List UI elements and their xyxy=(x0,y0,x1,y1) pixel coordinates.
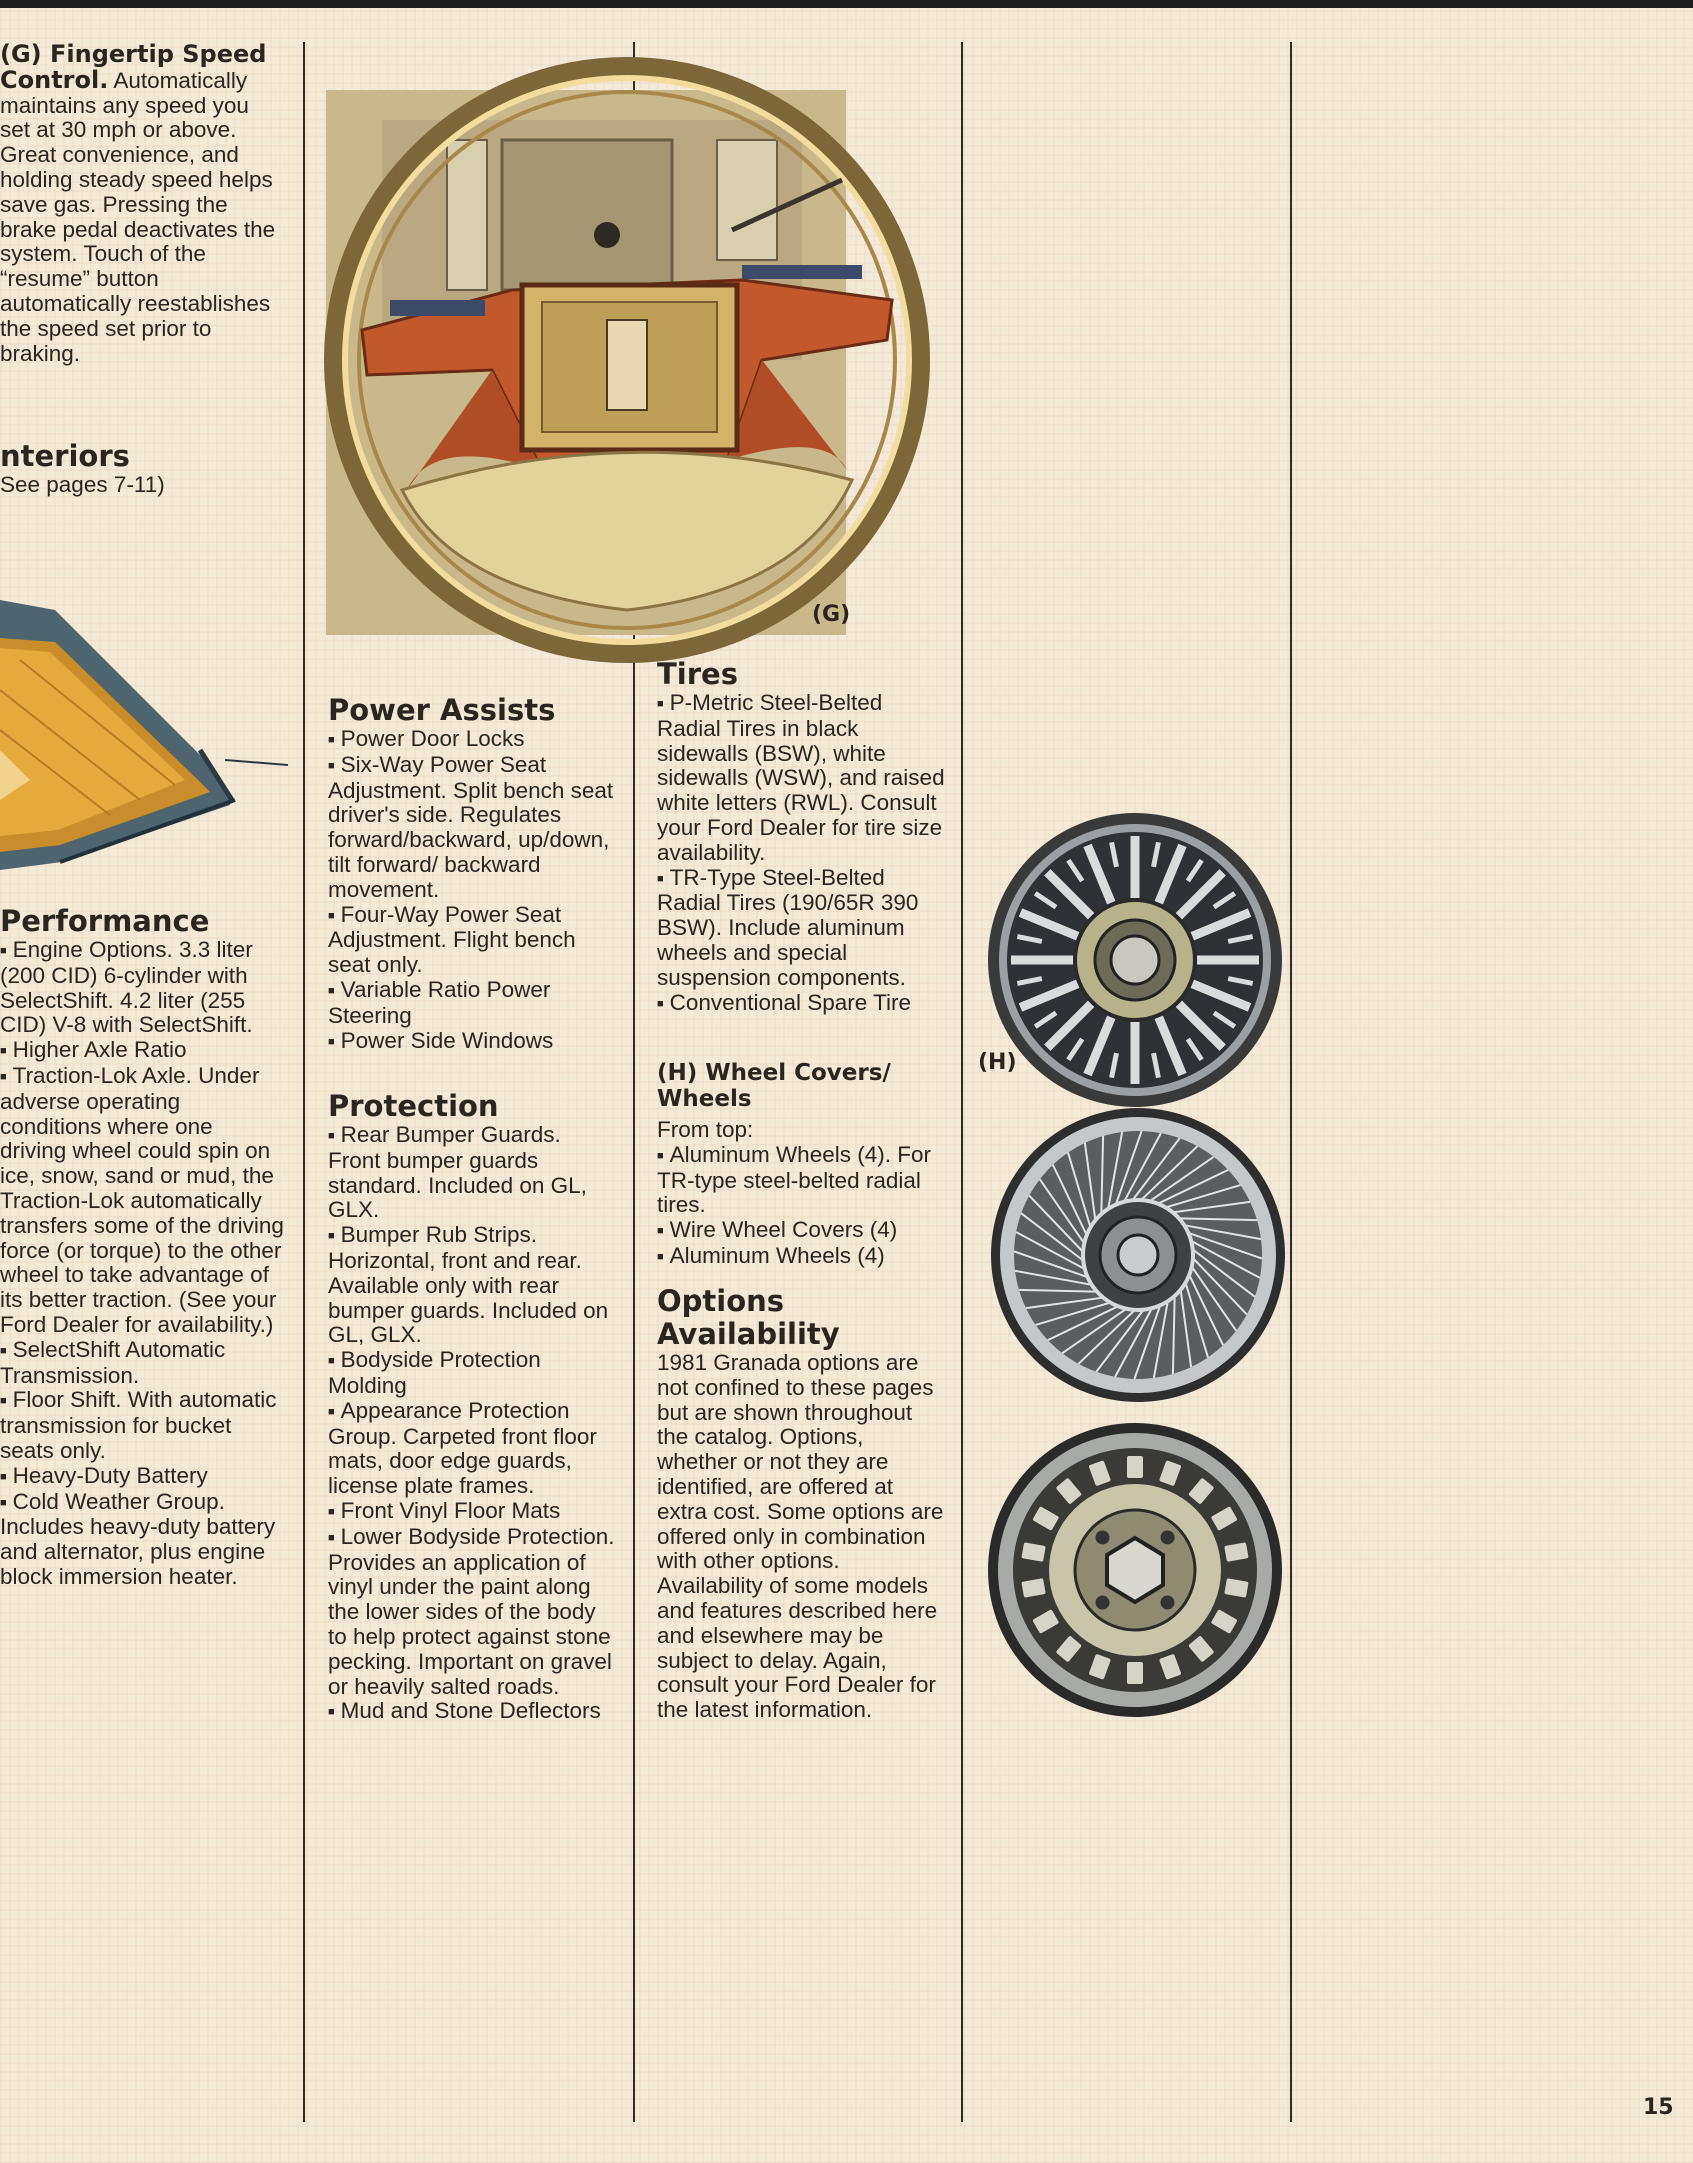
performance-item-traction-lok: ■ Traction-Lok Axle. Under adverse operating conditions where one driving wheel could spin on ice, snow, sand or mud, the Traction-Lok automatically transfers some of the driving force (or torque) to the other wheel to take advantage of its better traction. (See your Ford Dealer for availability.) xyxy=(0,1064,285,1338)
protection-heading: Protection xyxy=(328,1089,499,1123)
interiors-text: See pages 7-11) xyxy=(0,472,165,497)
top-edge-bar xyxy=(0,0,1693,8)
power-item-windows: ■ Power Side Windows xyxy=(328,1029,618,1055)
performance-item-axle-ratio: ■ Higher Axle Ratio xyxy=(0,1038,285,1064)
column-interiors xyxy=(0,440,285,498)
protection-item-appearance-group: ■ Appearance Protection Group. Carpeted front floor mats, door edge guards, license plate frames. xyxy=(328,1399,618,1499)
protection-item-floor-mats: ■ Front Vinyl Floor Mats xyxy=(328,1499,618,1525)
protection-item-bodyside-molding: ■ Bodyside Protection Molding xyxy=(328,1348,618,1399)
performance-item-engine: ■ Engine Options. 3.3 liter (200 CID) 6-cylinder with SelectShift. 4.2 liter (255 CID) V-8 with SelectShift. xyxy=(0,938,285,1038)
performance-item-cold-weather: ■ Cold Weather Group. Includes heavy-duty battery and alternator, plus engine block immersion heater. xyxy=(0,1490,285,1590)
column-rule-3 xyxy=(961,42,963,2122)
performance-item-floor-shift: ■ Floor Shift. With automatic transmission for bucket seats only. xyxy=(0,1388,285,1463)
power-item-six-way-seat: ■ Six-Way Power Seat Adjustment. Split bench seat driver's side. Regulates forward/backward, up/down, tilt forward/ backward movement. xyxy=(328,753,618,903)
steering-wheel-illustration xyxy=(322,30,942,650)
speed-control-text: Automatically maintains any speed you set at 30 mph or above. Great convenience, and holding steady speed helps save gas. Pressing the brake pedal deactivates the system. Touch of the “resume” button automatically reestablishes the speed set prior to braking. xyxy=(0,67,276,366)
figure-label-h: (H) xyxy=(978,1050,1017,1075)
wheels-item-aluminum-tr: ■ Aluminum Wheels (4). For TR-type steel-belted radial tires. xyxy=(657,1143,947,1218)
options-heading: Options Availability xyxy=(657,1284,840,1351)
wheels-item-aluminum: ■ Aluminum Wheels (4) xyxy=(657,1244,947,1270)
column-options-availability xyxy=(657,1285,947,1723)
protection-item-bumper-guards: ■ Rear Bumper Guards. Front bumper guards standard. Included on GL, GLX. xyxy=(328,1123,618,1223)
tires-item-tr-type: ■ TR-Type Steel-Belted Radial Tires (190/65R 390 BSW). Include aluminum wheels and special suspension components. xyxy=(657,866,947,991)
aluminum-wheel-tr-illustration xyxy=(985,810,1285,1110)
column-rule-4 xyxy=(1290,42,1292,2122)
column-tires xyxy=(657,658,947,1016)
column-wheel-covers xyxy=(657,1060,947,1270)
wheels-intro: From top: xyxy=(657,1117,754,1142)
tires-item-p-metric: ■ P-Metric Steel-Belted Radial Tires in black sidewalls (BSW), white sidewalls (WSW), and raised white letters (RWL). Consult your Ford Dealer for tire size availability. xyxy=(657,691,947,866)
protection-item-deflectors: ■ Mud and Stone Deflectors xyxy=(328,1699,618,1725)
column-speed-control xyxy=(0,42,285,366)
speed-control-heading: (G) Fingertip Speed Control. xyxy=(0,40,267,94)
wheels-item-wire-covers: ■ Wire Wheel Covers (4) xyxy=(657,1218,947,1244)
page-number: 15 xyxy=(1643,2095,1674,2120)
wheels-heading: (H) Wheel Covers/ Wheels xyxy=(657,1060,891,1112)
power-item-four-way-seat: ■ Four-Way Power Seat Adjustment. Flight bench seat only. xyxy=(328,903,618,978)
car-rear-illustration xyxy=(0,600,290,870)
tires-heading: Tires xyxy=(657,657,738,691)
options-text: 1981 Granada options are not confined to these pages but are shown throughout the catalog. Options, whether or not they are identified, are offered at extra cost. Some options are offered only in combination with other options. Availability of some models and features described here and elsewhere may be subject to delay. Again, consult your Ford Dealer for the latest information. xyxy=(657,1350,944,1723)
aluminum-wheel-illustration xyxy=(985,1420,1285,1720)
protection-item-rub-strips: ■ Bumper Rub Strips. Horizontal, front and rear. Available only with rear bumper guards. Included on GL, GLX. xyxy=(328,1223,618,1348)
tires-item-spare: ■ Conventional Spare Tire xyxy=(657,991,947,1017)
interiors-heading: nteriors xyxy=(0,439,130,473)
column-rule-1 xyxy=(303,42,305,2122)
power-item-steering: ■ Variable Ratio Power Steering xyxy=(328,978,618,1029)
protection-item-lower-bodyside: ■ Lower Bodyside Protection. Provides an application of vinyl under the paint along the lower sides of the body to help protect against stone pecking. Important on gravel or heavily salted roads. xyxy=(328,1525,618,1700)
power-item-door-locks: ■ Power Door Locks xyxy=(328,727,618,753)
performance-item-battery: ■ Heavy-Duty Battery xyxy=(0,1464,285,1490)
performance-heading: Performance xyxy=(0,904,210,938)
power-assists-heading: Power Assists xyxy=(328,693,556,727)
wire-wheel-cover-illustration xyxy=(988,1105,1288,1405)
figure-label-g: (G) xyxy=(812,602,851,627)
performance-item-selectshift: ■ SelectShift Automatic Transmission. xyxy=(0,1338,285,1389)
column-power-assists xyxy=(328,694,618,1054)
column-protection xyxy=(328,1090,618,1725)
column-performance xyxy=(0,905,285,1590)
